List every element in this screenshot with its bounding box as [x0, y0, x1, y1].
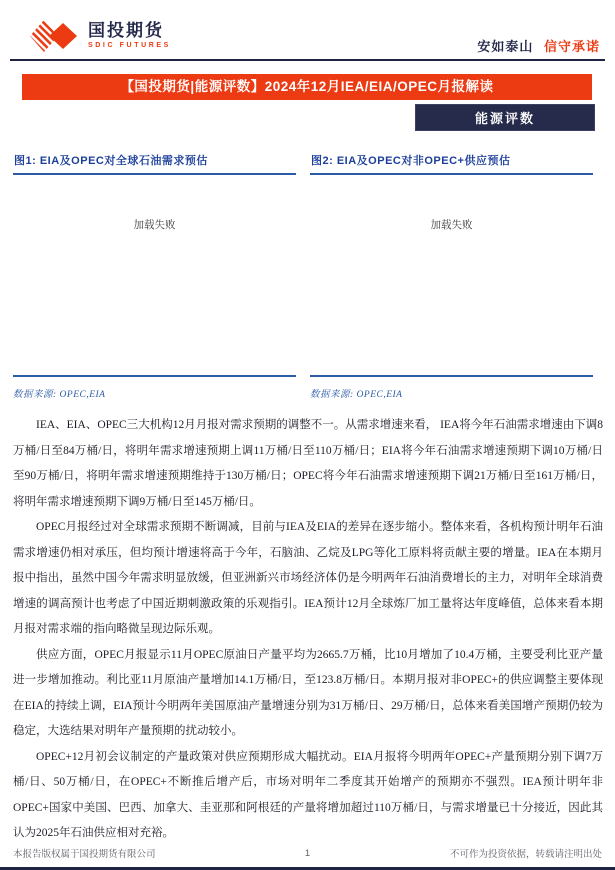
footer-copyright: 本报告版权属于国投期货有限公司	[13, 849, 156, 860]
figure-2-image-placeholder	[310, 175, 593, 377]
company-slogan	[477, 36, 600, 55]
figure-1-title: 图1: EIA及OPEC对全球石油需求预估	[13, 148, 296, 175]
footer-page-number: 1	[304, 847, 311, 859]
report-body	[13, 413, 603, 847]
paragraph-demand-outlook: OPEC月报经过对全球需求预期不断调减，目前与IEA及EIA的差异在逐步缩小。整体来看，各机构预计明年石油需求增速仍相对承压，但均预计增速将高于今年，石脑油、乙烷及LPG等化工原料将贡献主要的增量。IEA在本期月报中指出，虽然中国今年需求明显放缓，但亚洲新兴市场经济体仍是今明两年石油消费增长的主力，对明年全球消费增速的调高预计也考虑了中国近期刺激政策的乐观指引。IEA预计12月全球炼厂加工量将达年度峰值，总体来看本期月报对需求端的指向略微呈现边际乐观。	[13, 521, 603, 635]
paragraph-demand-revisions: IEA、EIA、OPEC三大机构12月月报对需求预期的调整不一。从需求增速来看， IEA将今年石油需求增速由下调8万桶/日至84万桶/日，将明年需求增速预期上调11万桶/日至110万桶/日；EIA将今年石油需求增速预期下调10万桶/日至90万桶/日，将明年需求增速预期维持于130万桶/日；OPEC将今年石油需求增速预期下调21万桶/日至161万桶/日，将明年需求增速预期下调9万桶/日至145万桶/日。	[13, 419, 603, 508]
logo-wordmark	[88, 22, 171, 49]
figure-1	[13, 148, 296, 400]
figure-2-data-source: 数据来源: OPEC,EIA	[310, 390, 403, 400]
slogan-part-1: 安如泰山	[477, 39, 534, 54]
header-divider	[10, 59, 605, 61]
figures-row	[13, 148, 593, 400]
footer-disclaimer: 不可作为投资依据，转载请注明出处	[450, 849, 603, 860]
figure-1-image-placeholder	[13, 175, 296, 377]
figure-2-title: 图2: EIA及OPEC对非OPEC+供应预估	[310, 148, 593, 175]
figure-2	[310, 148, 593, 400]
company-logo	[30, 18, 171, 54]
brand-name-cn: 国投期货	[88, 21, 164, 41]
paragraph-supply-opec: 供应方面，OPEC月报显示11月OPEC原油日产量平均为2665.7万桶，比10月增加了10.4万桶，主要受利比亚产量进一步增加推动。利比亚11月原油产量增加14.1万桶/日，至123.8万桶/日。本期月报对非OPEC+的供应调整主要体现在EIA的持续上调，EIA预计今明两年美国原油产量增速分别为31万桶/日、29万桶/日，总体来看美国增产预期仍较为稳定，大选结果对明年产量预期的扰动较小。	[13, 648, 603, 737]
slogan-part-2: 信守承诺	[543, 39, 600, 54]
figure-1-data-source: 数据来源: OPEC,EIA	[13, 390, 106, 400]
broken-image-text: 加载失败	[430, 220, 473, 231]
page-footer	[13, 846, 602, 860]
broken-image-text: 加载失败	[133, 220, 176, 231]
report-title-banner: 【国投期货|能源评数】2024年12月IEA/EIA/OPEC月报解读	[22, 74, 592, 100]
paragraph-supply-policy: OPEC+12月初会议制定的产量政策对供应预期形成大幅扰动。EIA月报将今明两年OPEC+产量预期分别下调7万桶/日、50万桶/日，在OPEC+不断推后增产后，市场对明年二季度其开始增产的预期亦不强烈。IEA预计明年非OPEC+国家中美国、巴西、加拿大、圭亚那和阿根廷的产量将增加超过110万桶/日，与需求增量已十分接近，因此其认为2025年石油供应相对充裕。	[13, 750, 603, 839]
section-tag-energy-review: 能源评数	[415, 104, 595, 131]
sdic-diamond-logo-icon	[30, 18, 80, 54]
brand-name-en: SDIC FUTURES	[88, 42, 171, 50]
